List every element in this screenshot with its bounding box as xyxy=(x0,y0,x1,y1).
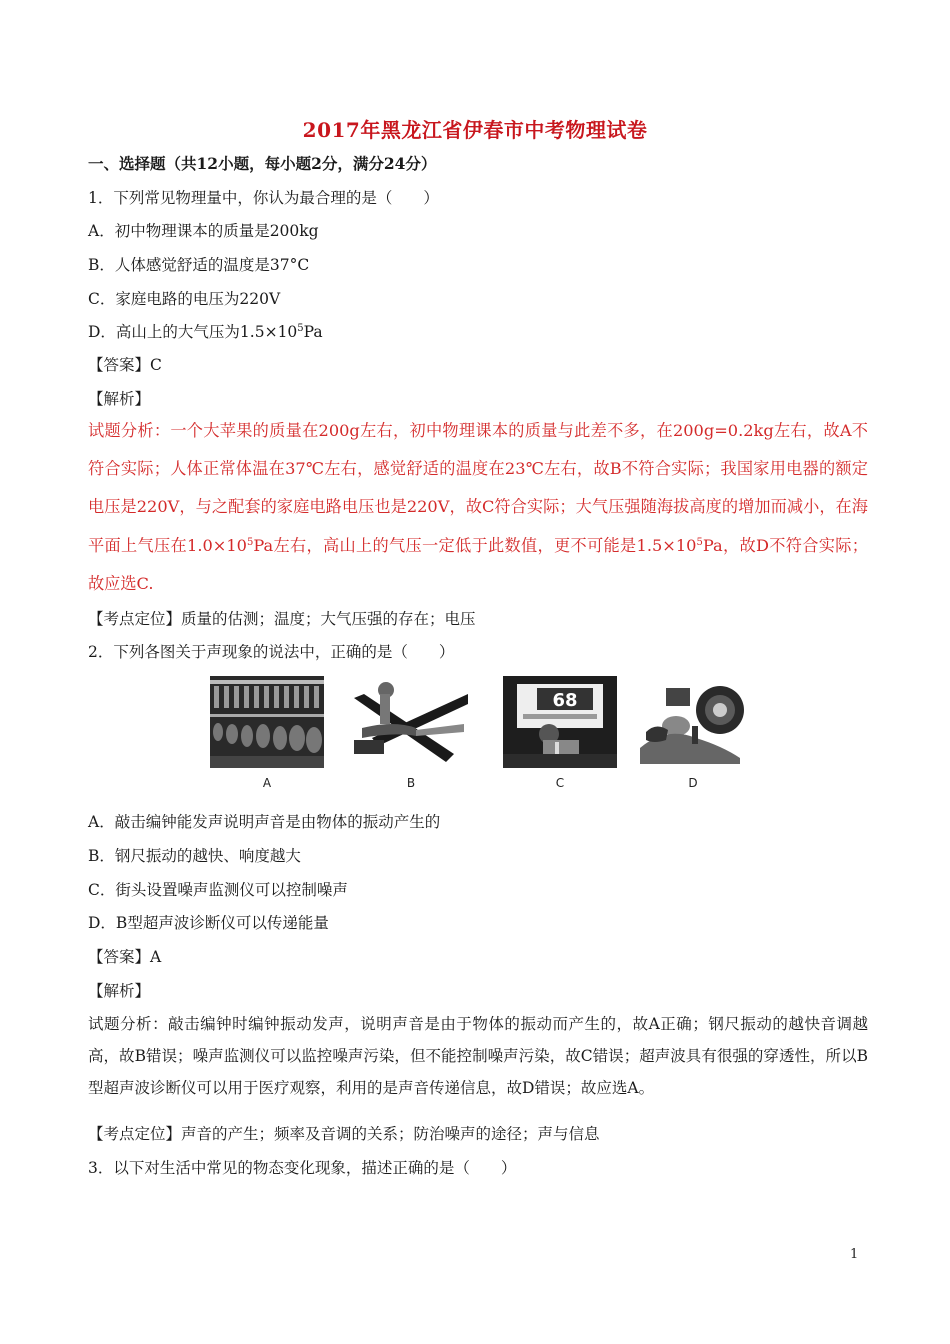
q2-knowledge-point: 【考点定位】声音的产生；频率及音调的关系；防治噪声的途径；声与信息 xyxy=(88,1125,600,1143)
figure-label-d: D xyxy=(688,776,698,790)
q2-option-a: A．敲击编钟能发声说明声音是由物体的振动产生的 xyxy=(88,813,441,831)
q3-stem: 3．以下对生活中常见的物态变化现象，描述正确的是（ ） xyxy=(88,1159,517,1177)
section-heading: 一、选择题（共12小题，每小题2分，满分24分） xyxy=(88,154,437,173)
q1-option-c: C．家庭电路的电压为220V xyxy=(88,290,281,308)
q2-stem: 2．下列各图关于声现象的说法中，正确的是（ ） xyxy=(88,643,455,661)
q2-analysis-text: 试题分析：敲击编钟时编钟振动发声，说明声音是由于物体的振动而产生的，故A正确；钢尺振动的越快音调越高，故B错误；噪声监测仪可以监控噪声污染，但不能控制噪声污染，故C错误；超声波具有很强的穿透性，所以B型超声波诊断仪可以用于医疗观察，利用的是声音传递信息，故D错误；故应选A。 xyxy=(88,1015,868,1097)
q1-analysis-part3: Pa，故D不符合实际；故应选C. xyxy=(88,535,868,593)
q1-analysis-exp2: 5 xyxy=(696,536,703,548)
q1-option-d-prefix: D．高山上的大气压为1.5×10 xyxy=(88,323,298,341)
q2-option-d: D．B型超声波诊断仪可以传递能量 xyxy=(88,914,329,932)
q1-stem: 1．下列常见物理量中，你认为最合理的是（ ） xyxy=(88,189,439,207)
figure-label-a: A xyxy=(262,776,272,790)
figure-label-b: B xyxy=(406,776,416,790)
q2-answer: 【答案】A xyxy=(88,948,162,966)
page-number: 1 xyxy=(850,1247,859,1262)
q1-analysis-part2: Pa左右，高山上的气压一定低于此数值，更不可能是1.5×10 xyxy=(253,535,697,555)
figure-c-noise-monitor xyxy=(503,676,617,768)
q1-analysis-heading: 【解析】 xyxy=(88,390,151,408)
q2-option-c: C．街头设置噪声监测仪可以控制噪声 xyxy=(88,881,348,899)
q1-knowledge-point: 【考点定位】质量的估测；温度；大气压强的存在；电压 xyxy=(88,610,476,628)
figure-c-display-value: 68 xyxy=(552,690,578,711)
q1-analysis-exp1: 5 xyxy=(246,536,254,548)
figure-d-ultrasound xyxy=(636,676,750,768)
figure-label-c: C xyxy=(555,776,565,790)
q1-option-d xyxy=(88,322,323,342)
figure-a-bells xyxy=(210,676,324,768)
q2-analysis-heading: 【解析】 xyxy=(88,982,151,1000)
q1-analysis-text xyxy=(88,412,868,603)
document-title: 2017年黑龙江省伊春市中考物理试卷 xyxy=(302,118,648,142)
q1-option-d-suffix: Pa xyxy=(303,323,323,341)
q1-analysis-part1: 试题分析：一个大苹果的质量在200g左右，初中物理课本的质量与此差不多，在200g=0.2kg左右，故A不符合实际；人体正常体温在37℃左右，感觉舒适的温度在23℃左右，故B不符合实际；我国家用电器的额定电压是220V，与之配套的家庭电路电压也是220V，故C符合实际；大气压强随海拔高度的增加而减小，在海平面上气压在1.0×10 xyxy=(88,421,868,555)
q1-answer: 【答案】C xyxy=(88,356,162,374)
q1-option-d-exponent: 5 xyxy=(297,323,304,334)
q2-option-b: B．钢尺振动的越快、响度越大 xyxy=(88,847,301,865)
q1-option-b: B．人体感觉舒适的温度是37°C xyxy=(88,256,310,274)
figure-b-ruler xyxy=(354,676,468,768)
q1-option-a: A．初中物理课本的质量是200kg xyxy=(88,222,319,240)
